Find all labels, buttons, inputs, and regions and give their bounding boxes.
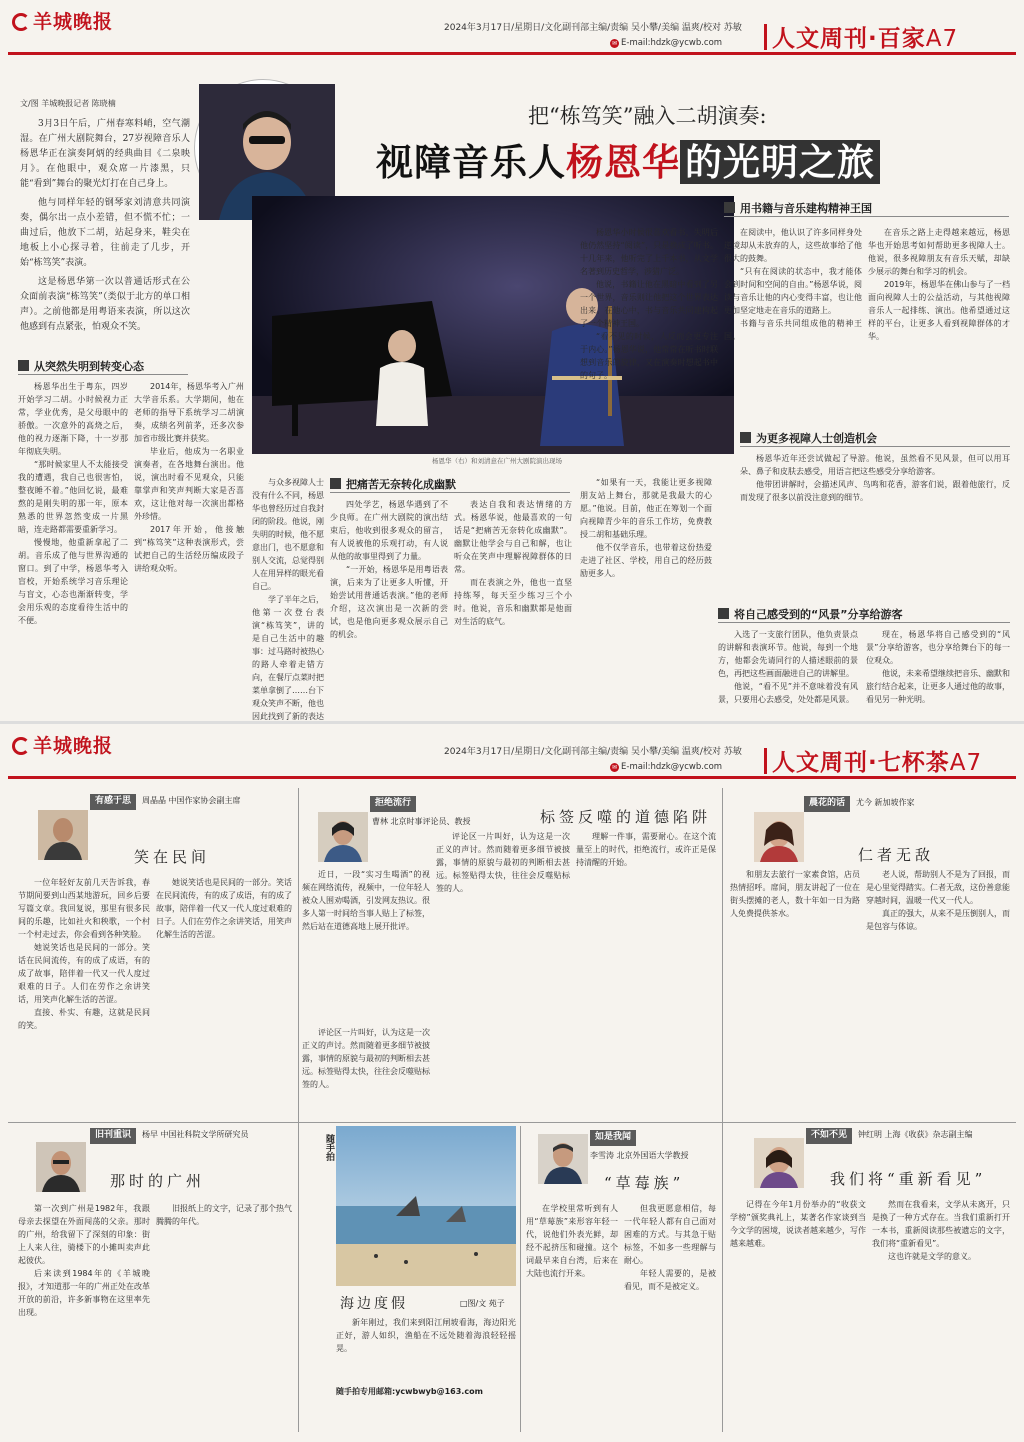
logo-text: 羊城晚报 [33, 735, 114, 757]
email-text: E-mail:hdzk@ycwb.com [621, 762, 723, 772]
c4-p2: 后来读到1984年的《羊城晚报》，才知道那一年的广州正处在改革开放的前沿，许多新事物在这里率先出现。 [18, 1269, 150, 1317]
column-4-author: 杨早 中国社科院文学所研究员 [142, 1130, 249, 1139]
c7-p1: 记得在今年1月份举办的“收获文学榜”颁奖典礼上，某著名作家谈到当今文学的困境，说读者越来越少，写作越来越难。 [730, 1200, 866, 1248]
lead-p3: 这是杨恩华第一次以普通话形式在公众面前表演“栋笃笑”（类似于北方的单口相声）。之前他都是用粤语来表演，所以这次他感到有点紧张，怕观众不笑。 [20, 277, 190, 332]
c1-p2-cont: 她说笑话也是民间的一部分。笑话在民间流传，有的成了成语，有的成了故事，陪伴着一代又一代人度过艰难的日子。人们在劳作之余讲笑话，用笑声化解生活的苦涩。 [156, 878, 292, 939]
photo-submission-email[interactable]: 随手拍专用邮箱:ycwbwyb@163.com [336, 1387, 483, 1396]
column-6-author-avatar [538, 1134, 588, 1184]
column-1-author-avatar [38, 810, 88, 860]
column-6-title: “草莓族” [604, 1174, 685, 1192]
col-h-p1: 在音乐之路上走得越来越远，杨恩华也开始思考如何帮助更多视障人士。他说，很多视障朋友有音乐天赋，却缺少展示的舞台和学习的机会。 [868, 228, 1010, 276]
c4-p1: 第一次到广州是1982年，我跟母亲去探望在外面闯荡的父亲。那时的广州，给我留下了深刻的印象：街上人来人往，骑楼下的小摊叫卖声此起彼伏。 [18, 1204, 150, 1265]
column-1-tag: 有感于思 [90, 794, 136, 810]
page-qi-bei-cha [0, 724, 1024, 1442]
editor-email[interactable] [610, 37, 722, 50]
article-column-c [252, 476, 324, 721]
c2-p3: 理解一件事，需要耐心。在这个流量至上的时代，拒绝流行，或许正是保持清醒的开始。 [576, 832, 716, 867]
col-f-p1: 杨恩华小时候很喜欢看书，失明后他仍然坚持“阅读”，只是换成了听书。十几年来，他听完了上千本书，从文学名著到历史哲学，涉猎广泛。 [580, 228, 718, 276]
c7-p3: 这也许就是文学的意义。 [888, 1252, 976, 1261]
lead-paragraphs [20, 117, 190, 347]
subhead-square-icon [718, 608, 729, 619]
col-k-p1: 入选了一支旅行团队，他负责景点的讲解和表演环节。他说，每到一个地方，他都会先请同行的人描述眼前的景色，再把这些画面融进自己的讲解里。 [718, 630, 858, 678]
col-f-p3: “看不见的时候，人反而会更专注于内心。”杨恩华说，他常常在听书时联想到音乐的旋律，又在演奏时想起书中的句子。 [580, 332, 718, 380]
column-2-author: 曹林 北京时事评论员、教授 [372, 817, 471, 826]
subhead-2-text: 把痛苦无奈转化成幽默 [346, 478, 456, 491]
col-i-p2: 他不仅学音乐，也带着这份热爱走进了社区、学校，用自己的经历鼓励更多人。 [580, 543, 712, 578]
c1-p1: 一位年轻好友前几天告诉我，春节期间要到山西某地游玩，回乡后要写篇文章。我回复说，那里有很多民间的乐趣，比如社火和秧歌，一个村一个村走过去，你会看到各种笑脸。 [18, 878, 150, 939]
page-number: A7 [925, 26, 959, 52]
subhead-5-text: 将自己感受到的“风景”分享给游客 [734, 608, 903, 621]
column-7-title: 我们将“重新看见” [830, 1170, 987, 1188]
column-1-header [90, 794, 241, 810]
avatar-illustration [36, 1142, 86, 1192]
column-3-author: 尤今 新加坡作家 [856, 798, 915, 807]
photo-caption: 杨恩华（右）和刘清意在广州大剧院演出现场 [432, 457, 562, 465]
column-1-body-cont [156, 876, 292, 1146]
beach-illustration [336, 1126, 516, 1286]
col-g-p1: 在阅读中，他认识了许多同样身处逆境却从未放弃的人，这些故事给了他很大的鼓舞。 [724, 228, 862, 263]
photo-section-label: 随手拍 [324, 1134, 334, 1161]
section-name: 人文周刊·七杯茶 [772, 750, 950, 776]
col-a-p3: 慢慢地，他重新拿起了二胡。音乐成了他与世界沟通的窗口。到了中学，杨恩华考入盲校，开始系统学习音乐理论与盲文，心态也渐渐转变，学会用乐观的态度看待生活中的不便。 [18, 538, 128, 625]
subhead-2 [330, 476, 570, 493]
article-column-l [866, 628, 1010, 712]
subhead-square-icon [724, 202, 735, 213]
byline: 文/图 羊城晚报记者 陈晓楠 [20, 99, 116, 108]
photo-title: 海边度假 [340, 1296, 408, 1312]
headline-main [376, 134, 880, 191]
col-l-p2: 他说，未来希望继续把音乐、幽默和旅行结合起来，让更多人通过他的故事，看见另一种光明。 [866, 669, 1010, 704]
subhead-5 [718, 606, 1010, 623]
subhead-3-text: 用书籍与音乐建构精神王国 [740, 202, 872, 215]
column-7-author-avatar [754, 1138, 804, 1188]
column-7-author: 钟红明 上海《收获》杂志副主编 [858, 1130, 973, 1139]
c6-p3: 年轻人需要的，是被看见，而不是被定义。 [624, 1269, 716, 1291]
c2-p1: 近日，一段“实习生喝酒”的视频在网络流传，视频中，一位年轻人被众人围劝喝酒，引发网友热议。很多人第一时间给当事人贴上了标签，然后站在道德高地上展开批评。 [302, 870, 430, 931]
col-c-p1: 与众多视障人士没有什么不同，杨恩华也曾经历过自我封闭的阶段。他说，刚失明的时候，他不愿意出门，也不愿意和别人交流，总觉得别人在用异样的眼光看自己。 [252, 478, 324, 591]
col-b-p3: 2017年开始，他接触到“栋笃笑”这种表演形式，尝试把自己的生活经历编成段子讲给观众听。 [134, 525, 244, 573]
c3-p2: 老人说，帮助别人不是为了回报，而是心里觉得踏实。仁者无敌，这份善意能穿越时间，温暖一代又一代人。 [866, 870, 1010, 905]
c3-p1: 和朋友去旅行一家素食馆，店员热情招呼。席间，朋友讲起了一位在街头摆摊的老人，数十年如一日为路人免费提供茶水。 [730, 870, 860, 918]
column-3-tag: 晨花的话 [804, 796, 850, 812]
masthead [0, 0, 1024, 56]
column-2-body-c [576, 830, 716, 1120]
newspaper-logo [12, 732, 113, 761]
avatar-illustration [538, 1134, 588, 1184]
article-column-k [718, 628, 858, 712]
column-divider [520, 1126, 521, 1432]
column-2-tag: 拒绝流行 [370, 796, 416, 812]
col-d-p2: “一开始，杨恩华是用粤语表演，后来为了让更多人听懂，开始尝试用普通话表演。”他的老师介绍，这次演出是一次新的尝试，也是他向更多观众展示自己的机会。 [330, 565, 448, 639]
column-2-body-a [302, 868, 430, 1024]
masthead-rule [8, 52, 1016, 55]
c6-p1: 在学校里常听到有人用“草莓族”来形容年轻一代，说他们外表光鲜，却经不起挤压和碰撞。这个词最早来自台湾，后来在大陆也流行开来。 [526, 1204, 618, 1278]
section-name: 人文周刊·百家 [772, 26, 926, 52]
editor-email[interactable] [610, 761, 722, 774]
col-l-p1: 现在，杨恩华将自己感受到的“风景”分享给游客，也分享给舞台下的每一位观众。 [866, 630, 1010, 665]
col-e-p1: 表达自我和表达情绪的方式。杨恩华说，他最喜欢的一句话是“把痛苦无奈转化成幽默”。幽默让他学会与自己和解，也让听众在笑声中理解视障群体的日常。 [454, 500, 572, 574]
masthead [0, 724, 1024, 780]
column-6-author: 李雪涛 北京外国语大学教授 [590, 1151, 689, 1160]
column-7-body-b [872, 1198, 1010, 1434]
beach-photo [336, 1126, 516, 1286]
article-column-i [580, 476, 712, 710]
column-4-body-a [18, 1202, 150, 1434]
masthead-rule [8, 776, 1016, 779]
col-h-p2: 2019年，杨恩华在佛山参与了一档面向视障人士的公益活动，与其他视障音乐人一起排练、演出。他希望通过这样的平台，让更多人看到视障群体的才华。 [868, 280, 1010, 341]
article-column-h [868, 226, 1010, 422]
subhead-4 [740, 430, 1010, 447]
avatar-illustration [318, 812, 368, 862]
c2-p2-cont: 评论区一片叫好，认为这是一次正义的声讨。然而随着更多细节被披露，事情的原貌与最初的判断相去甚远。标签贴得太快，往往会反噬贴标签的人。 [302, 1028, 430, 1089]
column-1-author: 周晶晶 中国作家协会副主席 [142, 796, 241, 805]
c4-p3: 旧报纸上的文字，记录了那个热气腾腾的年代。 [156, 1204, 292, 1226]
photo-credit: □图/文 苑子 [460, 1299, 505, 1308]
col-b-p1: 2014年，杨恩华考入广州大学音乐系。大学期间，他在老师的指导下系统学习二胡演奏，成绩名列前茅，还多次参加省市级比赛并获奖。 [134, 382, 244, 443]
c7-p2: 然而在我看来，文学从未离开，只是换了一种方式存在。当我们重新打开一本书，重新阅读那些被遗忘的文字，我们将“重新看见”。 [872, 1200, 1010, 1248]
col-i-p1: “如果有一天，我能让更多视障朋友站上舞台，那就是我最大的心愿。”他说。目前，他正在筹划一个面向视障青少年的音乐工作坊，免费教授二胡和基础乐理。 [580, 478, 712, 539]
column-3-body-b [866, 868, 1010, 1118]
c3-p3: 真正的强大，从来不是压倒别人，而是包容与体谅。 [866, 909, 1010, 931]
article-column-d [330, 498, 448, 710]
mail-icon: ✉ [611, 40, 618, 47]
c5-caption: 新年刚过，我们来到阳江闸坡看海，海边阳光正好，游人如织，渔船在不远处随着海浪轻轻摇晃。 [336, 1318, 516, 1353]
column-4-tag: 旧刊重识 [90, 1128, 136, 1144]
col-g-p2: “只有在阅读的状态中，我才能体会到时间和空间的自由。”杨恩华说，阅读与音乐让他的内心变得丰富，也让他更加坚定地走在音乐的道路上。 [724, 267, 862, 315]
photo-caption-text [336, 1316, 516, 1376]
column-2-author-avatar [318, 812, 368, 862]
column-1-title: 笑在民间 [134, 848, 211, 866]
column-4-body-b [156, 1202, 292, 1434]
col-c-p2: 学了半年之后，他第一次登台表演“栋笃笑”，讲的是自己生活中的趣事：过马路时被热心的路人牵着走错方向，在餐厅点菜时把菜单拿倒了……台下观众笑声不断，他也因此找到了新的表达 [252, 595, 324, 721]
headline-name: 杨恩华 [566, 140, 680, 184]
article-column-a [18, 380, 128, 710]
avatar-illustration [754, 812, 804, 862]
col-j-p2: 他带团讲解时，会描述风声、鸟鸣和花香，游客们说，跟着他旅行，反而发现了很多以前没注意到的细节。 [740, 480, 1010, 502]
page-number: A7 [949, 750, 983, 776]
article-column-j [740, 452, 1010, 602]
c6-p2: 但我更愿意相信，每一代年轻人都有自己面对困难的方式。与其急于贴标签，不如多一些理解与耐心。 [624, 1204, 716, 1265]
column-3-author-avatar [754, 812, 804, 862]
subhead-square-icon [330, 478, 341, 489]
column-4-author-avatar [36, 1142, 86, 1192]
subhead-1 [18, 358, 188, 375]
col-f-p2: 他说，书籍让他在黑暗中看到了另一个世界，音乐则让他把这个世界表达出来。在他心中，书与音乐共同建构起了一个精神王国。 [580, 280, 718, 328]
column-7-body-a [730, 1198, 866, 1434]
subhead-square-icon [18, 360, 29, 371]
col-d-p1: 四处学艺，杨恩华遇到了不少良师。在广州大剧院的演出结束后，他收到很多观众的留言，有人说被他的乐观打动，有人说从他的故事里得到了力量。 [330, 500, 448, 561]
col-a-p2: “那时候家里人不太能接受我的遭遇，我自己也很害怕，整夜睡不着。”他回忆说，最难熬的是刚失明的那一年，原本熟悉的世界忽然变成一片黑暗，连走路都需要重新学习。 [18, 460, 128, 534]
article-column-b [134, 380, 244, 710]
column-4-header [90, 1128, 249, 1144]
c1-p2: 她说笑话也是民间的一部分。笑话在民间流传，有的成了成语，有的成了故事，陪伴着一代又一代人度过艰难的日子。人们在劳作之余讲笑话，用笑声化解生活的苦涩。 [18, 943, 150, 1004]
column-4-title: 那时的广州 [110, 1172, 206, 1190]
dateline: 2024年3月17日/星期日/文化副刊部主编/责编 吴小攀/美编 温爽/校对 苏敏 [444, 747, 742, 757]
avatar-illustration [754, 1138, 804, 1188]
lead-p1: 3月3日午后，广州春寒料峭，空气潮湿。在广州大剧院舞台，27岁视障音乐人杨恩华正在演奏阿炳的经典曲目《二泉映月》。在他眼中，观众席一片漆黑，只能“看到”舞台的聚光灯打在自己身上。 [20, 119, 190, 189]
col-j-p1: 杨恩华近年还尝试做起了导游。他说，虽然看不见风景，但可以用耳朵、鼻子和皮肤去感受，用语言把这些感受分享给游客。 [740, 454, 1010, 476]
row-divider [8, 1122, 1016, 1123]
column-3-title: 仁者无敌 [858, 846, 935, 864]
column-3-header [804, 796, 915, 812]
headline-part-c: 的光明之旅 [680, 140, 880, 184]
article-column-g [724, 226, 862, 422]
c2-p2: 评论区一片叫好，认为这是一次正义的声讨。然而随着更多细节被披露，事情的原貌与最初的判断相去甚远。标签贴得太快，往往会反噬贴标签的人。 [436, 832, 570, 893]
column-7-header [806, 1128, 973, 1144]
c1-p3: 直接、朴实、有趣，这就是民间的笑。 [18, 1008, 150, 1030]
column-2-title: 标签反噬的道德陷阱 [540, 808, 712, 826]
logo-ring-icon [12, 737, 30, 755]
newspaper-logo [12, 8, 113, 37]
column-divider [722, 788, 723, 1432]
logo-ring-icon [12, 13, 30, 31]
col-k-p2: 他说，“看不见”并不意味着没有风景，只要用心去感受，处处都是风景。 [718, 682, 858, 704]
column-divider [298, 788, 299, 1432]
email-text: E-mail:hdzk@ycwb.com [621, 38, 723, 48]
article-column-e [454, 498, 572, 710]
column-6-tag: 如是我闻 [590, 1130, 636, 1146]
subhead-square-icon [740, 432, 751, 443]
mail-icon: ✉ [611, 764, 618, 771]
column-2-header [370, 796, 422, 812]
article-column-f [580, 226, 718, 406]
headline-part-a: 视障音乐人 [376, 140, 566, 184]
column-1-body [18, 876, 150, 1146]
column-2-body-d [302, 1026, 430, 1120]
subhead-1-text: 从突然失明到转变心态 [34, 360, 144, 373]
col-e-p2: 而在表演之外，他也一直坚持练琴，每天至少练习三个小时。他说，音乐和幽默都是他面对生活的底气。 [454, 578, 572, 626]
logo-text: 羊城晚报 [33, 11, 114, 33]
col-g-p3: 书籍与音乐共同组成他的精神王国。 [724, 319, 862, 341]
avatar-illustration [38, 810, 88, 860]
column-6-body-a [526, 1202, 618, 1434]
dateline: 2024年3月17日/星期日/文化副刊部主编/责编 吴小攀/美编 温爽/校对 苏敏 [444, 23, 742, 33]
col-a-p1: 杨恩华出生于粤东，四岁开始学习二胡。小时候视力正常，学业优秀，是父母眼中的骄傲。一次意外的高烧之后，他的视力逐渐下降，十一岁那年彻底失明。 [18, 382, 128, 456]
column-6-header [590, 1130, 642, 1146]
subhead-4-text: 为更多视障人士创造机会 [756, 432, 877, 445]
column-7-tag: 不如不见 [806, 1128, 852, 1144]
subhead-3 [724, 200, 1009, 217]
lead-p2: 他与同样年轻的钢琴家刘清意共同演奏，偶尔出一点小差错，但不慌不忙；一曲过后，他放下二胡，站起身来，鞋尖在地板上小心探寻着，往前走了几步，开始“栋笃笑”表演。 [20, 198, 190, 268]
column-2-body-b [436, 830, 570, 1120]
column-3-body-a [730, 868, 860, 1118]
col-b-p2: 毕业后，他成为一名职业演奏者，在各地舞台演出。他说，演出时看不见观众，只能靠掌声和笑声判断大家是否喜欢，这让他对每一次演出都格外珍惜。 [134, 447, 244, 521]
headline-sub: 把“栋笃笑”融入二胡演奏: [528, 104, 767, 128]
column-6-body-b [624, 1202, 716, 1434]
